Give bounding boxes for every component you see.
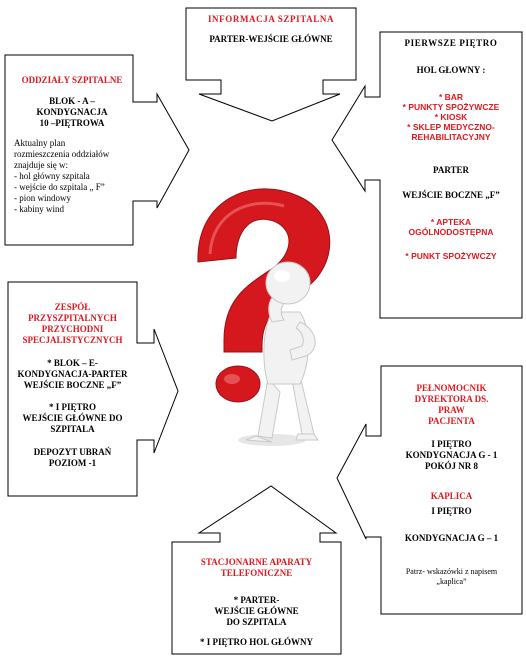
clinics-floor-line-3: SZPITALA [50, 424, 95, 434]
clinics-first-floor [8, 402, 137, 435]
block-e-line-1: * BLOK – E- [47, 358, 98, 368]
phones-first-floor: * I PIĘTRO HOL GŁÓWNY [199, 637, 314, 647]
phones-title-2: TELEFONICZNE [220, 568, 293, 578]
block-e-line-3: WEJŚCIE BOCZNE „F” [23, 380, 122, 390]
main-hall-services [380, 92, 522, 142]
patient-rights-room [381, 439, 522, 472]
room-line-1: I PIĘTRO [431, 439, 472, 449]
patient-rights-title-2: DYREKTORA DS. [414, 394, 489, 404]
callout-left-top-title: ODDZIAŁY SZPITALNE [21, 75, 123, 85]
patient-rights-title-1: PEŁNOMOCNIK [416, 383, 487, 393]
plan-location-3: - pion windowy [14, 193, 71, 203]
plan-intro-line-1: Aktualny plan [14, 138, 66, 148]
phones-ground-line-2: WEJŚCIE GŁÓWNE [214, 606, 299, 616]
block-a-line-3: 10 –PIĘTROWA [39, 118, 105, 128]
main-hall-heading: HOL GŁOWNY : [416, 65, 486, 75]
callout-bottom [172, 542, 341, 654]
callout-top-line: PARTER-WEJŚCIE GŁÓWNE [209, 34, 333, 44]
block-a-line-2: KONDYGNACJA [36, 107, 108, 117]
pharmacy-info [380, 217, 522, 237]
plan-intro [8, 138, 136, 215]
food-point-info: * PUNKT SPOŻYWCZY [405, 251, 497, 261]
chapel-hint-line-1: Patrz- wskazówki z napisem [405, 567, 498, 576]
plan-intro-line-3: znajduje się w: [14, 160, 68, 170]
patient-rights-title-4: PACJENTA [428, 416, 475, 426]
plan-location-1: - hol główny szpitala [14, 171, 90, 181]
chapel-level: KONDYGNACJA G – 1 [404, 533, 499, 543]
callout-right-top [380, 32, 522, 318]
ground-floor-heading: PARTER [432, 165, 470, 175]
phones-title [172, 557, 341, 579]
clothing-deposit [8, 447, 137, 469]
plan-intro-line-2: rozmieszczenia oddziałów [14, 149, 110, 159]
service-food-points: * PUNKTY SPOŻYWCZE [402, 102, 500, 112]
deposit-line-1: DEPOZYT UBRAŃ [33, 447, 112, 457]
clinics-floor-line-1: * I PIĘTRO [48, 402, 96, 412]
pharmacy-line-2: OGÓLNODOSTĘPNA [408, 227, 494, 237]
block-e-line-2: KONDYGNACJA-PARTER [17, 369, 128, 379]
callout-left-top [8, 55, 136, 245]
chapel-floor: I PIĘTRO [431, 506, 472, 516]
phones-title-1: STACJONARNE APARATY [200, 557, 313, 567]
service-medical-shop: * SKLEP MEDYCZNO- [407, 122, 495, 132]
chapel-hint [381, 567, 522, 587]
room-line-2: KONDYGNACJA G - 1 [405, 450, 498, 460]
callout-right-bottom [381, 366, 522, 614]
service-kiosk: * KIOSK [434, 112, 468, 122]
callout-left-bottom [8, 282, 137, 496]
clinics-floor-line-2: WEJŚCIE GŁÓWNE DO [22, 413, 123, 423]
callout-top [186, 8, 356, 80]
phones-ground-line-3: DO SZPITALA [226, 617, 287, 627]
patient-rights-title-3: PRAW [438, 405, 465, 415]
block-a-line-1: BLOK - A – [49, 96, 95, 106]
service-bar: * BAR [438, 92, 464, 102]
question-mark-illustration [198, 189, 330, 402]
phones-ground-floor [172, 595, 341, 628]
service-medical-shop-2: REHABILITACYJNY [411, 132, 491, 142]
first-floor-heading: PIERWSZE PIĘTRO [404, 38, 498, 48]
chapel-title: KAPLICA [430, 491, 473, 501]
deposit-line-2: POZIOM -1 [48, 458, 97, 468]
phones-ground-line-1: * PARTER- [233, 595, 280, 605]
room-line-3: POKÓJ NR 8 [425, 461, 478, 471]
side-entrance-heading: WEJŚCIE BOCZNE „F” [402, 190, 500, 200]
clinics-title-1: ZESPÓŁ [54, 302, 91, 312]
chapel-hint-line-2: „kaplica” [436, 577, 467, 586]
patient-rights-title [381, 383, 522, 427]
clinics-title [8, 302, 137, 346]
plan-location-2: - wejście do szpitala „ F” [14, 182, 105, 192]
clinics-title-3: PRZYCHODNI [41, 324, 104, 334]
clinics-title-2: PRZYSZPITALNYCH [28, 313, 117, 323]
plan-location-4: - kabiny wind [14, 204, 64, 214]
block-a-info [8, 96, 136, 129]
callout-top-title: INFORMACJA SZPITALNA [207, 14, 335, 24]
block-e-info [8, 358, 137, 391]
pharmacy-line-1: * APTEKA [430, 217, 472, 227]
clinics-title-4: SPECJALISTYCZNYCH [22, 335, 123, 345]
